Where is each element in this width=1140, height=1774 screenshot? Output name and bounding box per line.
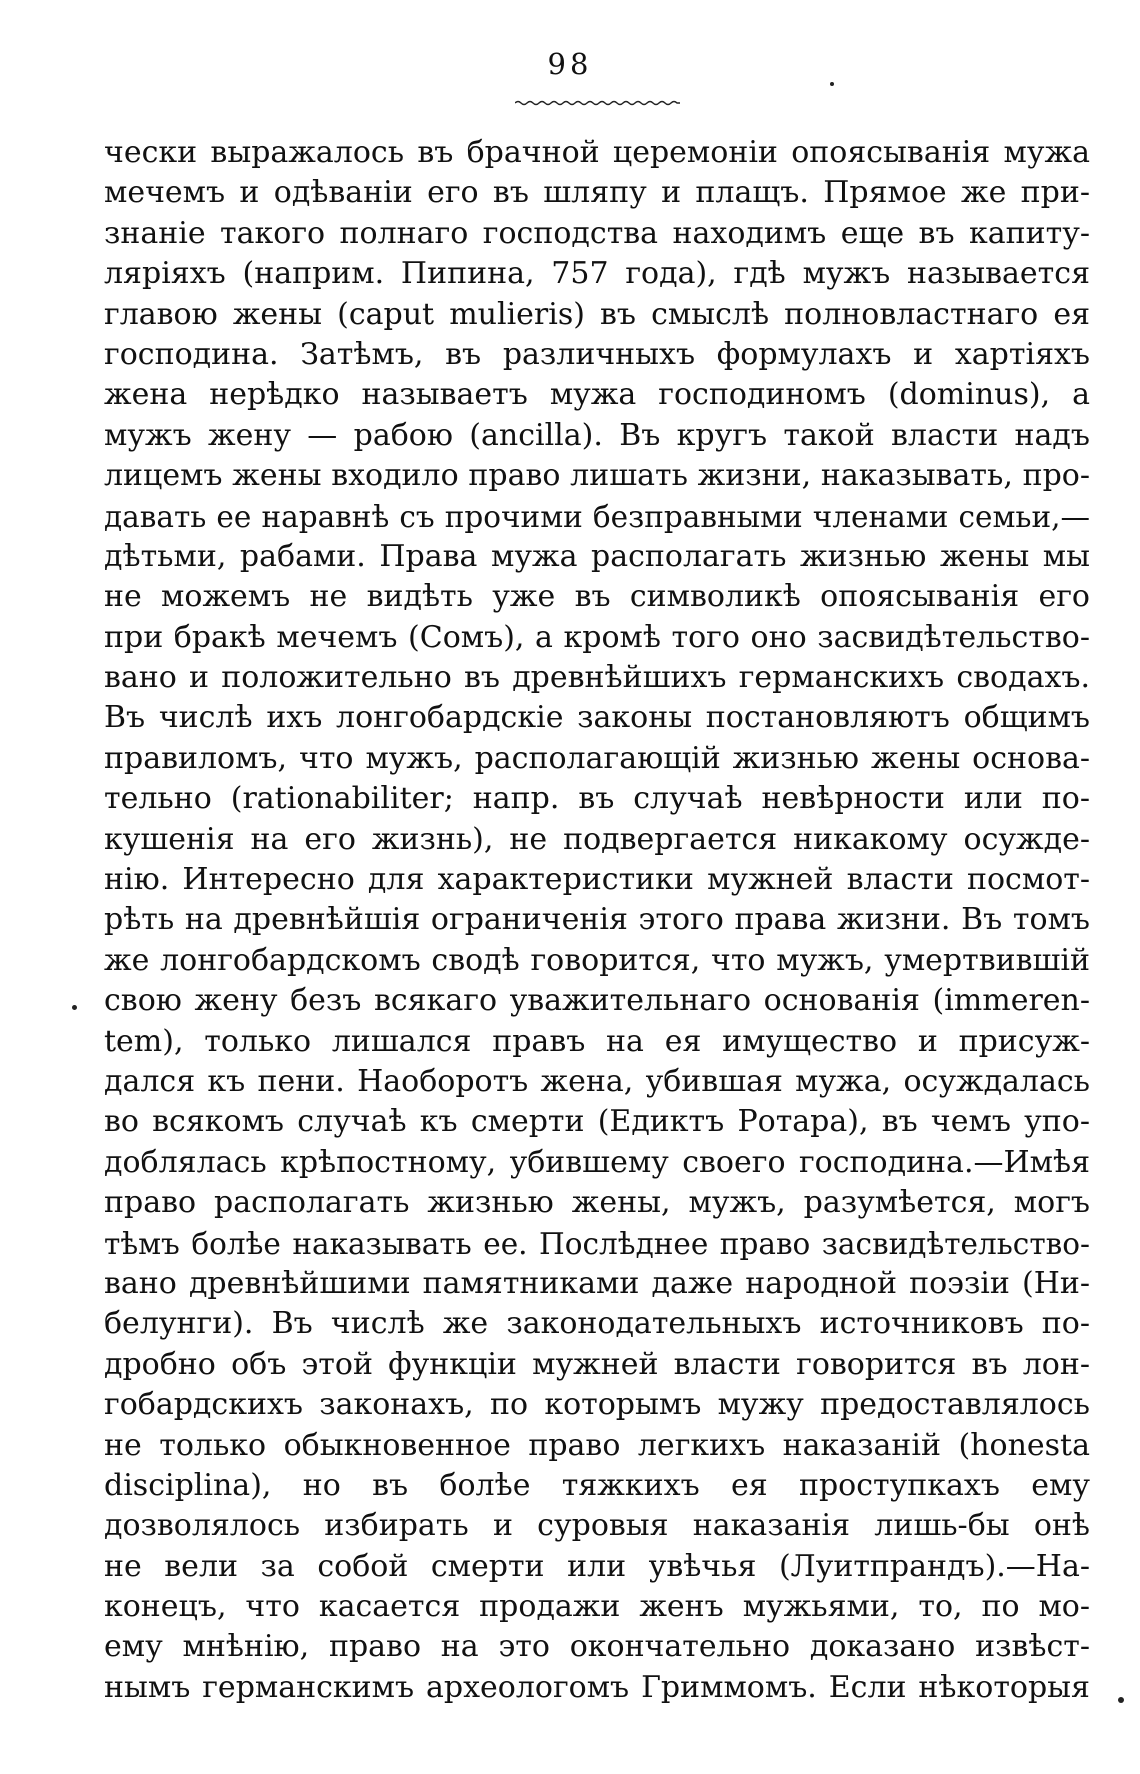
text-line: чески выражалось въ брачной церемоніи опоясыванія мужа [104,135,1090,170]
text-line: право располагать жизнью жены, мужъ, разумѣется, могъ [104,1185,1090,1221]
scan-speck [830,82,834,86]
text-line: белунги). Въ числѣ же законодательныхъ источниковъ по- [104,1306,1090,1342]
scan-speck [1118,1697,1124,1703]
text-line: дробно объ этой функціи мужней власти говорится въ лон- [104,1346,1090,1382]
text-line: Въ числѣ ихъ лонгобардскіе законы постановляютъ общимъ [104,700,1090,736]
text-line: ляріяхъ (наприм. Пипина, 757 года), гдѣ мужъ называется [104,256,1090,292]
text-line: гобардскихъ законахъ, по которымъ мужу предоставлялось [104,1387,1090,1423]
text-line: лицемъ жены входило право лишать жизни, наказывать, про- [104,458,1090,494]
text-line: кушенія на его жизнь), не подвергается никакому осужде- [104,821,1090,857]
text-line: давать ее наравнѣ съ прочими безправными членами семьи,— [104,499,1090,534]
text-line: мечемъ и одѣваніи его въ шляпу и плащъ. Прямое же при- [104,175,1090,211]
text-line: при бракѣ мечемъ (Сомъ), а кромѣ того оно засвидѣтельство- [104,619,1090,655]
text-line: вано древнѣйшими памятниками даже народной поэзіи (Ни- [104,1265,1090,1301]
text-line: tem), только лишался правъ на ея имущество и присуж- [104,1023,1090,1059]
text-line: же лонгобардскомъ сводѣ говорится, что мужъ, умертвившій [104,942,1090,978]
text-line: тѣмъ болѣе наказывать ее. Послѣднее право засвидѣтельство- [104,1226,1090,1261]
text-line: свою жену безъ всякаго уважительнаго основанія (immeren- [104,983,1090,1019]
text-line: дался къ пени. Наоборотъ жена, убившая мужа, осуждалась [104,1063,1090,1099]
page-number: 98 [547,47,593,81]
text-line: во всякомъ случаѣ къ смерти (Едиктъ Ротара), въ чемъ упо- [104,1104,1090,1140]
text-line: не вели за собой смерти или увѣчья (Луитпрандъ).—На- [104,1548,1090,1584]
text-line: ему мнѣнію, право на это окончательно доказано извѣст- [104,1629,1090,1665]
body-text [104,133,1090,1708]
scan-speck [72,1005,77,1010]
text-line: правиломъ, что мужъ, располагающій жизнью жены основа- [104,740,1090,776]
ornamental-wavy-rule [515,99,680,107]
text-line: главою жены (caput mulieris) въ смыслѣ полновластнаго ея [104,296,1090,332]
text-line: мужъ жену — рабою (ancilla). Въ кругъ такой власти надъ [104,417,1090,453]
text-line: конецъ, что касается продажи женъ мужьями, то, по мо- [104,1589,1090,1625]
text-line: дѣтьми, рабами. Права мужа располагать жизнью жены мы [104,538,1090,574]
text-line: тельно (rationabiliter; напр. въ случаѣ невѣрности или по- [104,781,1090,817]
text-line: не можемъ не видѣть уже въ символикѣ опоясыванія его [104,579,1090,615]
text-line: дозволялось избирать и суровыя наказанія лишь-бы онѣ [104,1508,1090,1544]
text-line: нію. Интересно для характеристики мужней власти посмот- [104,862,1090,898]
text-line: disciplina), но въ болѣе тяжкихъ ея проступкахъ ему [104,1467,1090,1503]
text-line: нымъ германскимъ археологомъ Гриммомъ. Если нѣкоторыя [104,1669,1090,1705]
text-line: не только обыкновенное право легкихъ наказаній (honesta [104,1427,1090,1463]
text-line: вано и положительно въ древнѣйшихъ германскихъ сводахъ. [104,660,1090,696]
text-line: доблялась крѣпостному, убившему своего господина.—Имѣя [104,1144,1090,1180]
text-line: господина. Затѣмъ, въ различныхъ формулахъ и хартіяхъ [104,336,1090,372]
text-line: рѣть на древнѣйшія ограниченія этого права жизни. Въ томъ [104,902,1090,938]
text-line: знаніе такого полнаго господства находимъ еще въ капиту- [104,215,1090,251]
text-line: жена нерѣдко называетъ мужа господиномъ (dominus), а [104,377,1090,413]
